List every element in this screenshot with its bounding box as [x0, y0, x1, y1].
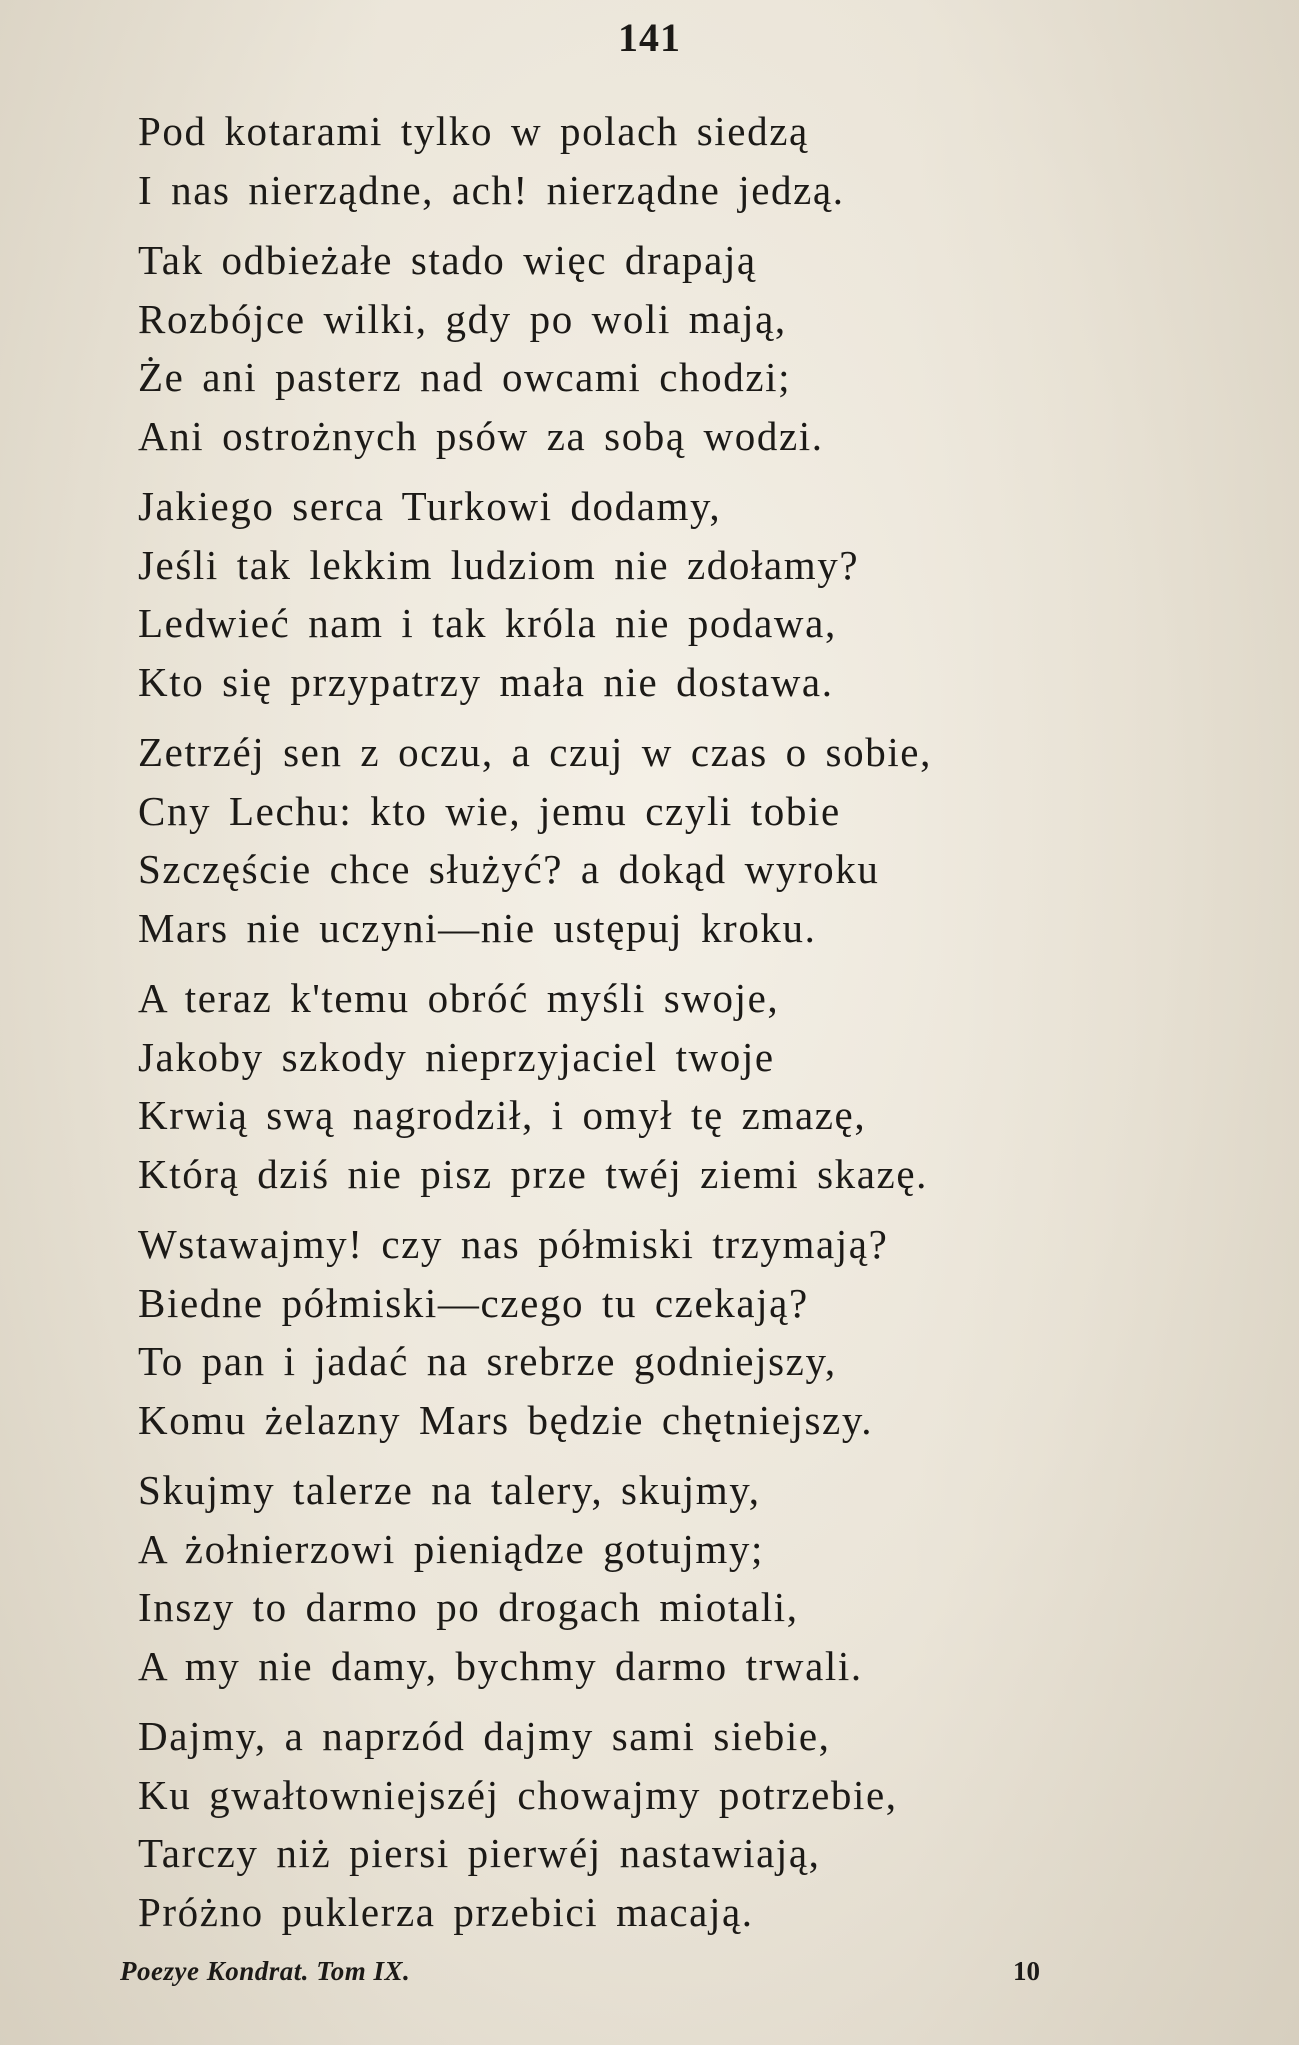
poem-line: Tarczy niż piersi pierwéj nastawiają, — [138, 1830, 821, 1876]
poem-line: Jeśli tak lekkim ludziom nie zdołamy? — [138, 541, 860, 588]
poem-line: Kto się przypatrzy mała nie dostawa. — [138, 658, 834, 705]
poem-line: A żołnierzowi pieniądze gotujmy; — [138, 1525, 764, 1572]
stanza — [138, 477, 1158, 711]
poem-line: Komu żelazny Mars będzie chętniejszy. — [138, 1396, 874, 1443]
page-footer — [120, 1956, 1040, 1987]
poem-line: Biedne półmiski—czego tu czekają? — [138, 1279, 809, 1326]
stanza — [138, 1215, 1158, 1449]
poem-line: Dajmy, a naprzód dajmy sami siebie, — [138, 1713, 831, 1759]
poem-line: Ani ostrożnych psów za sobą wodzi. — [138, 412, 824, 459]
poem-line: Że ani pasterz nad owcami chodzi; — [138, 354, 792, 400]
poem-line: Zetrzéj sen z oczu, a czuj w czas o sobie, — [138, 729, 932, 775]
poem-line: Skujmy talerze na talery, skujmy, — [138, 1467, 761, 1513]
poem-line: Krwią swą nagrodził, i omył tę zmazę, — [138, 1092, 867, 1138]
stanza — [138, 1707, 1158, 1941]
poem-line: Jakoby szkody nieprzyjaciel twoje — [138, 1033, 775, 1080]
poem-line: Szczęście chce służyć? a dokąd wyroku — [138, 846, 880, 892]
poem-line: Ledwieć nam i tak króla nie podawa, — [138, 600, 837, 646]
poem-line: Wstawajmy! czy nas półmiski trzymają? — [138, 1221, 889, 1267]
poem-line: To pan i jadać na srebrze godniejszy, — [138, 1338, 837, 1384]
stanza — [138, 231, 1158, 465]
poem-line: Rozbójce wilki, gdy po woli mają, — [138, 295, 787, 342]
poem-line: A my nie damy, bychmy darmo trwali. — [138, 1642, 863, 1689]
stanza — [138, 723, 1158, 957]
poem-line: Mars nie uczyni—nie ustępuj kroku. — [138, 904, 817, 951]
poem-line: Próżno puklerza przebici macają. — [138, 1888, 754, 1935]
page-number: 141 — [618, 15, 681, 60]
poem-line: A teraz k'temu obróć myśli swoje, — [138, 975, 780, 1021]
poem-line: Tak odbieżałe stado więc drapają — [138, 237, 757, 283]
stanza — [138, 1461, 1158, 1695]
sheet-number: 10 — [1013, 1956, 1040, 1986]
poem-line: Pod kotarami tylko w polach siedzą — [138, 108, 809, 154]
stanza — [138, 969, 1158, 1203]
poem-line: Inszy to darmo po drogach miotali, — [138, 1584, 799, 1630]
poem-line: Ku gwałtowniejszéj chowajmy potrzebie, — [138, 1771, 898, 1818]
poem-line: Jakiego serca Turkowi dodamy, — [138, 483, 722, 529]
poem-body — [138, 102, 1158, 1941]
stanza — [138, 102, 1158, 219]
poem-line: Którą dziś nie pisz prze twéj ziemi skazę. — [138, 1150, 928, 1197]
signature-mark: Poezye Kondrat. Tom IX. — [120, 1956, 411, 1986]
poem-line: I nas nierządne, ach! nierządne jedzą. — [138, 166, 845, 213]
poem-line: Cny Lechu: kto wie, jemu czyli tobie — [138, 787, 841, 834]
